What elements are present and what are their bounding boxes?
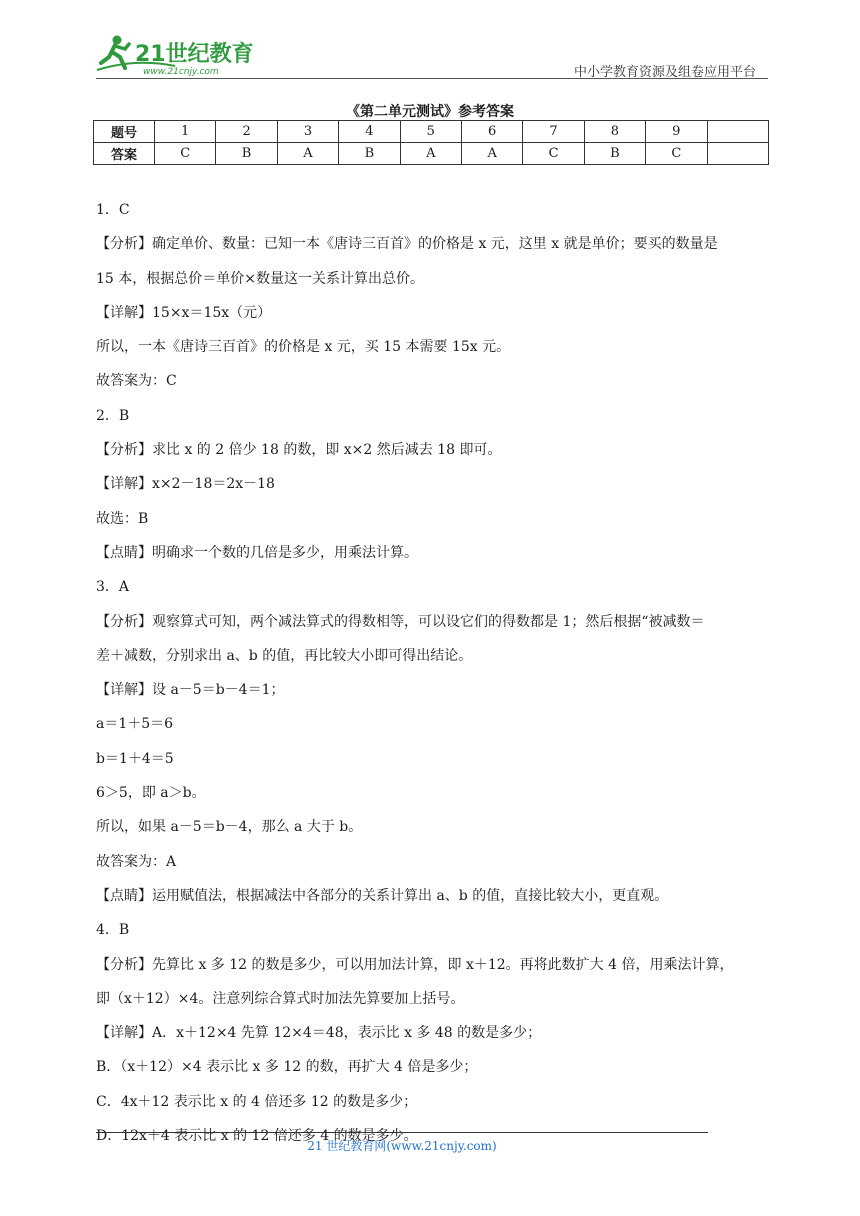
text-line: 【详解】x×2－18＝2x－18 (96, 476, 275, 493)
table-cell: 5 (400, 121, 461, 143)
svg-text:21世纪教育: 21世纪教育 (135, 42, 254, 67)
text-line: 3．A (96, 579, 130, 596)
text-line: 2．B (96, 407, 130, 424)
table-cell: A (277, 143, 338, 165)
table-cell: 6 (461, 121, 522, 143)
header-divider (96, 78, 768, 79)
text-line: D．12x＋4 表示比 x 的 12 倍还多 4 的数是多少。 (96, 1128, 418, 1145)
text-line: 【点睛】运用赋值法，根据减法中各部分的关系计算出 a、b 的值，直接比较大小，更直观。 (96, 887, 669, 904)
table-cell: 1 (155, 121, 216, 143)
table-cell: 4 (339, 121, 400, 143)
text-line: b＝1＋4＝5 (96, 750, 174, 767)
text-line: 【详解】A．x＋12×4 先算 12×4＝48，表示比 x 多 48 的数是多少； (96, 1025, 542, 1042)
text-line: 故选：B (96, 510, 149, 527)
table-header-cell: 题号 (94, 121, 155, 143)
table-cell: B (339, 143, 400, 165)
text-line: a＝1＋5＝6 (96, 716, 174, 733)
table-cell: B (216, 143, 277, 165)
table-cell: 7 (523, 121, 584, 143)
table-cell: 8 (584, 121, 645, 143)
text-line: 【分析】确定单价、数量：已知一本《唐诗三百首》的价格是 x 元，这里 x 就是单价；要买的数量是 (96, 236, 718, 253)
text-line: 【详解】设 a－5＝b－4＝1； (96, 682, 285, 699)
table-cell: C (155, 143, 216, 165)
answer-table (93, 120, 769, 165)
text-line: 所以，如果 a－5＝b－4，那么 a 大于 b。 (96, 819, 363, 836)
table-row-answers (94, 143, 769, 165)
platform-name: 中小学教育资源及组卷应用平台 (573, 65, 756, 80)
text-line: 【分析】观察算式可知，两个减法算式的得数相等，可以设它们的得数都是 1；然后根据“被减数＝ (96, 613, 705, 630)
text-line: 6＞5，即 a＞b。 (96, 785, 206, 802)
table-row-numbers (94, 121, 769, 143)
table-cell (707, 121, 768, 143)
text-line: C．4x＋12 表示比 x 的 4 倍还多 12 的数是多少； (96, 1093, 418, 1110)
text-line: 所以，一本《唐诗三百首》的价格是 x 元，买 15 本需要 15x 元。 (96, 339, 511, 356)
text-line: 【详解】15×x＝15x（元） (96, 304, 272, 321)
text-line: 即（x＋12）×4。注意列综合算式时加法先算要加上括号。 (96, 990, 465, 1007)
table-cell: A (461, 143, 522, 165)
text-line: 15 本，根据总价＝单价×数量这一关系计算出总价。 (96, 270, 424, 287)
table-cell: C (523, 143, 584, 165)
text-line: 4．B (96, 922, 130, 939)
table-cell: 3 (277, 121, 338, 143)
site-logo (95, 30, 265, 80)
table-cell (707, 143, 768, 165)
text-line: 差＋减数，分别求出 a、b 的值，再比较大小即可得出结论。 (96, 647, 473, 664)
text-line: 故答案为：C (96, 373, 177, 390)
text-line: 1．C (96, 202, 130, 218)
text-line: 故答案为：A (96, 853, 177, 870)
page-title: 《第二单元测试》参考答案 (346, 104, 514, 120)
table-cell: 9 (646, 121, 707, 143)
footer-link[interactable]: 21 世纪教育网(www.21cnjy.com) (307, 1139, 497, 1153)
text-line: 【分析】求比 x 的 2 倍少 18 的数，即 x×2 然后减去 18 即可。 (96, 442, 502, 459)
svg-text:www.21cnjy.com: www.21cnjy.com (143, 67, 219, 77)
table-cell: B (584, 143, 645, 165)
text-line: B．（x＋12）×4 表示比 x 多 12 的数，再扩大 4 倍是多少； (96, 1059, 478, 1076)
text-line: 【点睛】明确求一个数的几倍是多少，用乘法计算。 (96, 544, 418, 561)
table-cell: A (400, 143, 461, 165)
footer-divider (96, 1132, 708, 1133)
table-cell: 2 (216, 121, 277, 143)
table-header-cell: 答案 (94, 143, 155, 165)
table-cell: C (646, 143, 707, 165)
answer-explanations (96, 193, 778, 1153)
text-line: 【分析】先算比 x 多 12 的数是多少，可以用加法计算，即 x＋12。再将此数扩大 4 倍，用乘法计算， (96, 956, 734, 973)
